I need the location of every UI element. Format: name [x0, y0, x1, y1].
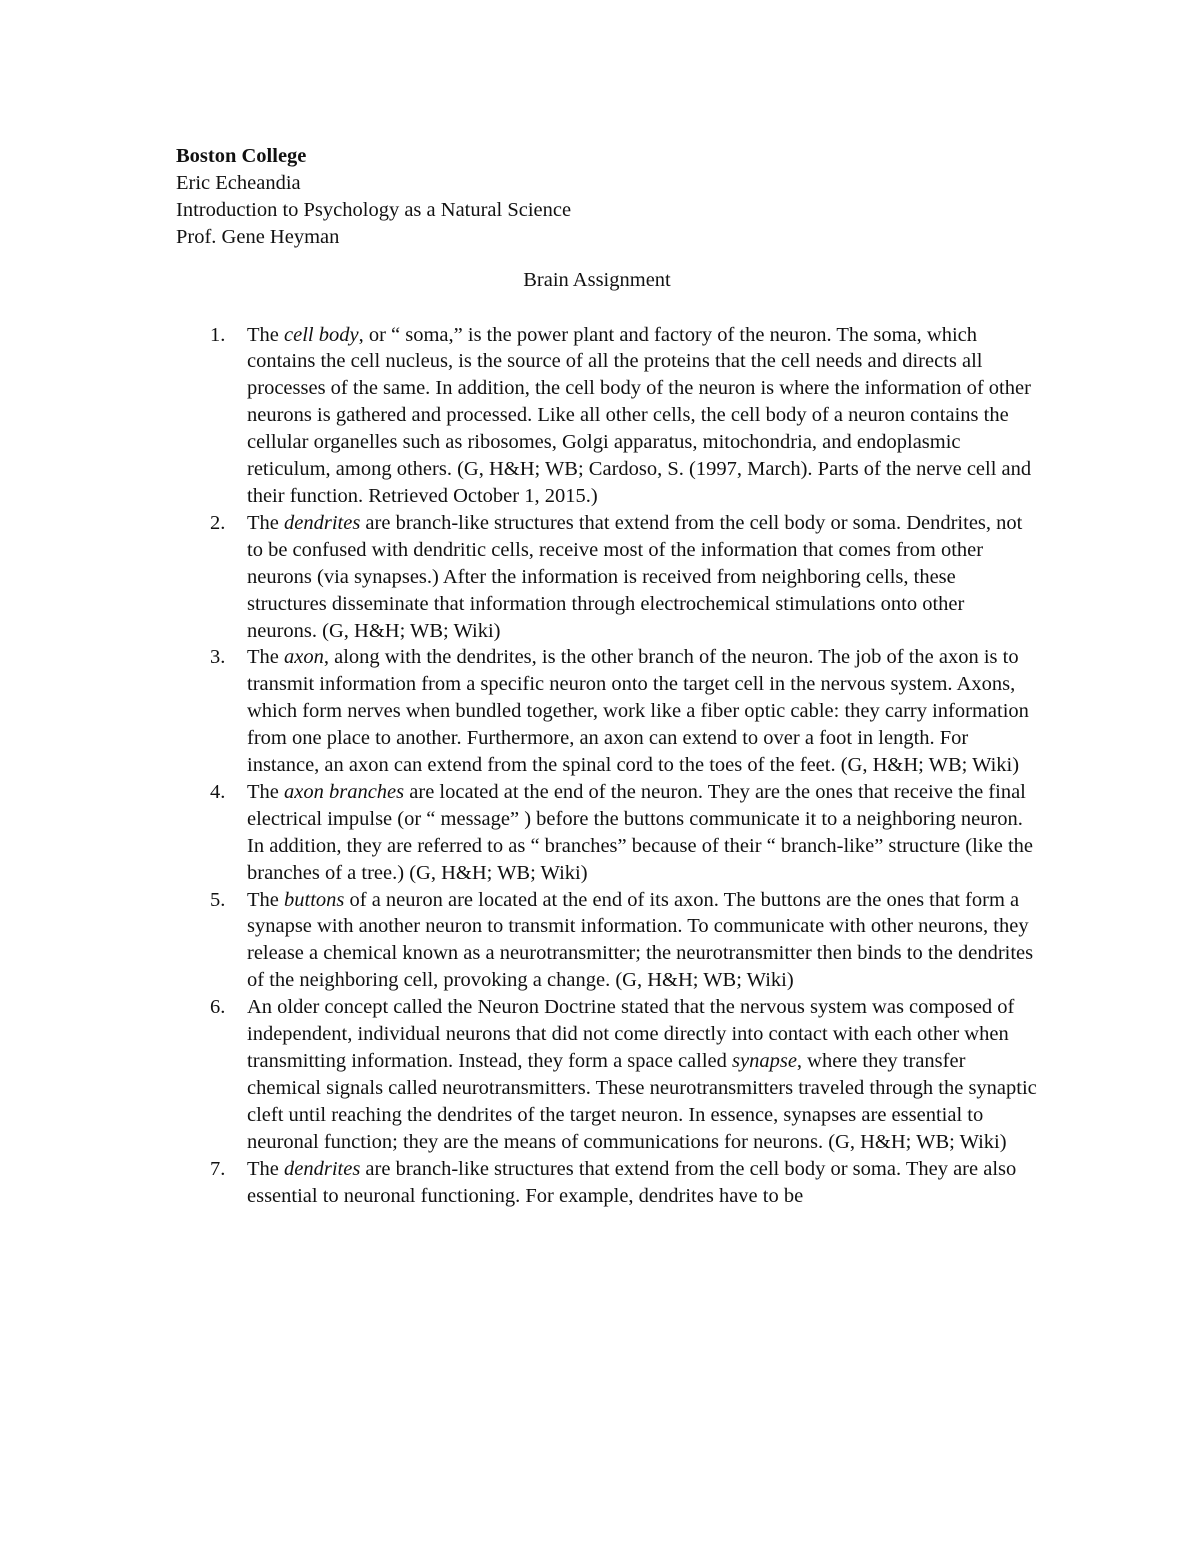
document-page [176, 143, 1036, 1209]
school-name: Boston College [176, 145, 307, 167]
list-item [176, 779, 1037, 887]
item-term: synapse [732, 1050, 797, 1072]
item-term: axon [284, 646, 324, 669]
professor-name: Prof. Gene Heyman [176, 225, 340, 248]
item-term: dendrites [284, 511, 361, 534]
item-term: axon branches [284, 780, 405, 803]
item-lead: The [247, 1157, 284, 1180]
item-lead: The [247, 323, 284, 346]
item-body: , along with the dendrites, is the other branch of the neuron. The job of the axon is to transmit information from a specific neuron onto the target cell in the nervous system. Axons, which form nerves when bundled together, work like a fiber optic cable: they carry information from one place to another. Furthermore, an axon can extend to over a foot in length. For instance, an axon can extend from the spinal cord to the toes of the feet. (G, H&H; WB; Wiki) [247, 646, 1029, 777]
list-item [176, 322, 1037, 510]
item-number: 4. [210, 780, 226, 803]
item-lead: The [247, 888, 284, 911]
list-item [176, 1156, 1037, 1210]
item-number: 5. [210, 888, 226, 911]
item-number: 1. [210, 323, 226, 346]
item-term: buttons [284, 888, 345, 911]
course-name: Introduction to Psychology as a Natural Science [176, 198, 572, 221]
author-name: Eric Echeandia [176, 171, 301, 194]
assignment-title: Brain Assignment [523, 268, 671, 291]
list-item [176, 510, 1037, 645]
list-item [176, 887, 1037, 995]
item-term: dendrites [284, 1157, 361, 1180]
item-body: of a neuron are located at the end of its axon. The buttons are the ones that form a synapse with another neuron to transmit information. To communicate with other neurons, they release a chemical known as a neurotransmitter; the neurotransmitter then binds to the dendrites of the neighboring cell, provoking a change. (G, H&H; WB; Wiki) [247, 888, 1034, 992]
item-number: 6. [210, 996, 226, 1019]
item-body: are branch-like structures that extend from the cell body or soma. They are also essential to neuronal functioning. For example, dendrites have to be [247, 1157, 1017, 1207]
item-lead: An older concept called the Neuron Doctrine stated that the nervous system was composed of independent, individual neurons that did not come directly into contact with each other when transmitting information. Instead, they form a space called [247, 996, 1015, 1072]
list-item [176, 994, 1037, 1155]
item-number: 3. [210, 646, 226, 669]
numbered-list [176, 322, 1036, 1210]
item-lead: The [247, 511, 284, 534]
item-term: cell body [284, 323, 359, 346]
item-lead: The [247, 780, 284, 803]
item-body: , or “ soma,” is the power plant and factory of the neuron. The soma, which contains the cell nucleus, is the source of all the proteins that the cell needs and directs all processes of the same. In addition, the cell body of the neuron is where the information of other neurons is gathered and processed. Like all other cells, the cell body of a neuron contains the cellular organelles such as ribosomes, Golgi apparatus, mitochondria, and endoplasmic reticulum, among others. (G, H&H; WB; Cardoso, S. (1997, March). Parts of the nerve cell and their function. Retrieved October 1, 2015.) [247, 323, 1032, 507]
item-body: are branch-like structures that extend from the cell body or soma. Dendrites, not to be confused with dendritic cells, receive most of the information that comes from other neurons (via synapses.) After the information is received from neighboring cells, these structures disseminate that information through electrochemical stimulations onto other neurons. (G, H&H; WB; Wiki) [247, 511, 1023, 642]
item-body: , where they transfer chemical signals called neurotransmitters. These neurotransmitters traveled through the synaptic cleft until reaching the dendrites of the target neuron. In essence, synapses are essential to neuronal function; they are the means of communications for neurons. (G, H&H; WB; Wiki) [247, 1050, 1037, 1153]
item-lead: The [247, 646, 284, 669]
list-item [176, 644, 1037, 779]
item-number: 7. [210, 1157, 226, 1180]
item-number: 2. [210, 511, 226, 534]
item-body: are located at the end of the neuron. They are the ones that receive the final electrical impulse (or “ message” ) before the buttons communicate it to a neighboring neuron. In addition, they are referred to as “ branches” because of their “ branch-like” structure (like the branches of a tree.) (G, H&H; WB; Wiki) [247, 780, 1034, 884]
